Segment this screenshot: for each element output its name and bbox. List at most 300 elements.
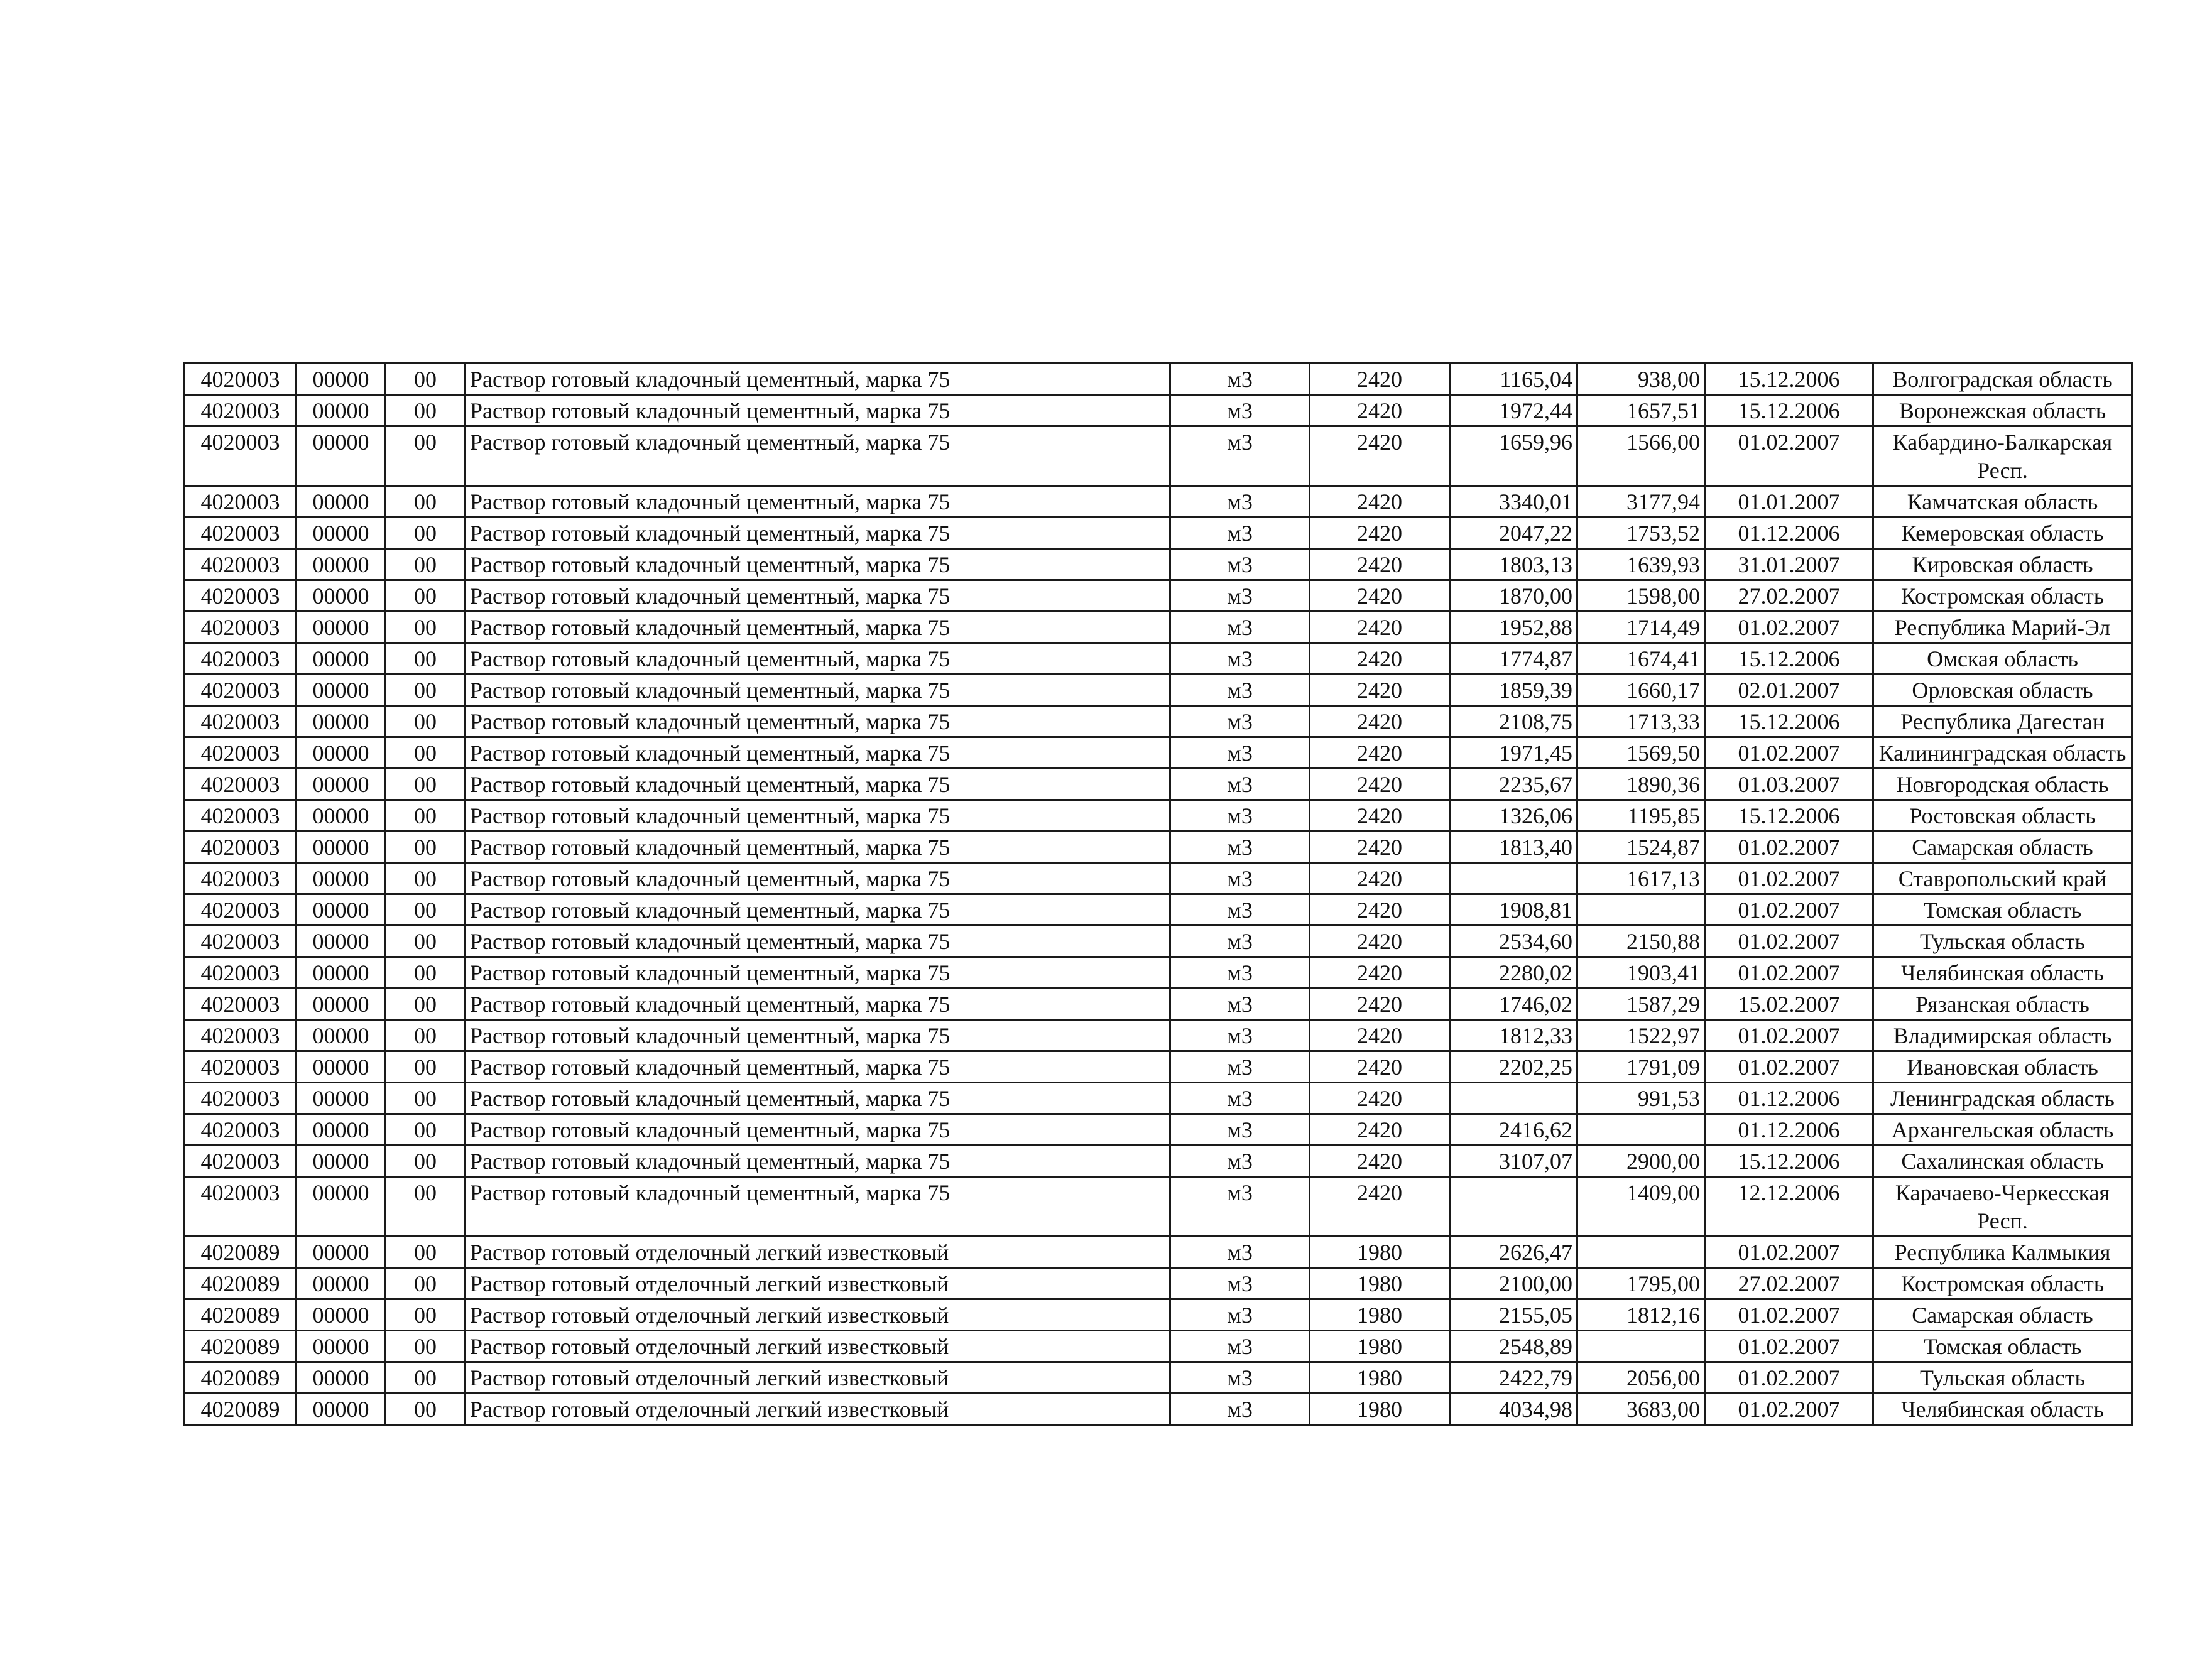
cell-subcode: 00000 <box>297 1177 386 1237</box>
cell-region: Республика Марий-Эл <box>1873 612 2132 643</box>
cell-weight: 2420 <box>1310 706 1450 737</box>
cell-code: 4020003 <box>185 1051 297 1083</box>
cell-unit: м3 <box>1170 486 1310 518</box>
cell-date: 15.12.2006 <box>1705 643 1873 675</box>
cell-price-with-vat: 2548,89 <box>1450 1331 1577 1362</box>
cell-code: 4020089 <box>185 1237 297 1268</box>
cell-unit: м3 <box>1170 1020 1310 1051</box>
cell-subcode: 00000 <box>297 643 386 675</box>
cell-subcode: 00000 <box>297 612 386 643</box>
table-row <box>185 737 2132 769</box>
cell-material-name: Раствор готовый отделочный легкий известковый <box>466 1331 1170 1362</box>
cell-class: 00 <box>386 395 466 426</box>
cell-price-with-vat: 1659,96 <box>1450 426 1577 486</box>
cell-subcode: 00000 <box>297 863 386 894</box>
table-row <box>185 1114 2132 1146</box>
cell-price-with-vat: 1972,44 <box>1450 395 1577 426</box>
table-row <box>185 486 2132 518</box>
cell-material-name: Раствор готовый отделочный легкий известковый <box>466 1237 1170 1268</box>
cell-region: Владимирская область <box>1873 1020 2132 1051</box>
cell-code: 4020003 <box>185 800 297 832</box>
cell-code: 4020003 <box>185 737 297 769</box>
cell-subcode: 00000 <box>297 1051 386 1083</box>
cell-code: 4020003 <box>185 426 297 486</box>
cell-class: 00 <box>386 1020 466 1051</box>
cell-region: Тульская область <box>1873 1362 2132 1394</box>
cell-unit: м3 <box>1170 1237 1310 1268</box>
cell-unit: м3 <box>1170 1362 1310 1394</box>
cell-price-without-vat: 2056,00 <box>1577 1362 1705 1394</box>
cell-date: 27.02.2007 <box>1705 580 1873 612</box>
cell-price-with-vat: 2534,60 <box>1450 926 1577 957</box>
cell-code: 4020003 <box>185 863 297 894</box>
cell-region: Кировская область <box>1873 549 2132 580</box>
table-row <box>185 1237 2132 1268</box>
cell-region: Томская область <box>1873 894 2132 926</box>
cell-subcode: 00000 <box>297 1146 386 1177</box>
table-row <box>185 1362 2132 1394</box>
cell-material-name: Раствор готовый кладочный цементный, марка 75 <box>466 706 1170 737</box>
cell-price-without-vat: 2900,00 <box>1577 1146 1705 1177</box>
cell-subcode: 00000 <box>297 832 386 863</box>
cell-price-without-vat <box>1577 1331 1705 1362</box>
cell-price-without-vat: 1617,13 <box>1577 863 1705 894</box>
cell-weight: 2420 <box>1310 486 1450 518</box>
cell-code: 4020089 <box>185 1362 297 1394</box>
cell-unit: м3 <box>1170 1051 1310 1083</box>
table-row <box>185 549 2132 580</box>
cell-price-with-vat: 1908,81 <box>1450 894 1577 926</box>
cell-unit: м3 <box>1170 675 1310 706</box>
cell-region: Ставропольский край <box>1873 863 2132 894</box>
cell-material-name: Раствор готовый кладочный цементный, марка 75 <box>466 926 1170 957</box>
cell-region: Костромская область <box>1873 1268 2132 1299</box>
cell-class: 00 <box>386 518 466 549</box>
cell-material-name: Раствор готовый кладочный цементный, марка 75 <box>466 1051 1170 1083</box>
table-row <box>185 395 2132 426</box>
cell-price-without-vat: 3177,94 <box>1577 486 1705 518</box>
cell-class: 00 <box>386 1177 466 1237</box>
cell-subcode: 00000 <box>297 580 386 612</box>
table-row <box>185 518 2132 549</box>
cell-code: 4020089 <box>185 1394 297 1425</box>
cell-price-with-vat: 1746,02 <box>1450 989 1577 1020</box>
cell-subcode: 00000 <box>297 800 386 832</box>
cell-price-without-vat: 1587,29 <box>1577 989 1705 1020</box>
cell-unit: м3 <box>1170 1177 1310 1237</box>
cell-weight: 2420 <box>1310 863 1450 894</box>
cell-subcode: 00000 <box>297 989 386 1020</box>
cell-material-name: Раствор готовый кладочный цементный, марка 75 <box>466 518 1170 549</box>
cell-region: Камчатская область <box>1873 486 2132 518</box>
cell-price-without-vat: 991,53 <box>1577 1083 1705 1114</box>
cell-price-without-vat: 1812,16 <box>1577 1299 1705 1331</box>
cell-unit: м3 <box>1170 832 1310 863</box>
cell-price-with-vat: 2626,47 <box>1450 1237 1577 1268</box>
cell-code: 4020003 <box>185 1114 297 1146</box>
cell-unit: м3 <box>1170 1268 1310 1299</box>
cell-material-name: Раствор готовый кладочный цементный, марка 75 <box>466 1114 1170 1146</box>
cell-code: 4020003 <box>185 395 297 426</box>
cell-weight: 2420 <box>1310 894 1450 926</box>
cell-class: 00 <box>386 364 466 395</box>
cell-unit: м3 <box>1170 957 1310 989</box>
cell-region: Ивановская область <box>1873 1051 2132 1083</box>
table-row <box>185 989 2132 1020</box>
cell-code: 4020003 <box>185 1083 297 1114</box>
cell-date: 01.02.2007 <box>1705 1331 1873 1362</box>
cell-price-without-vat: 1569,50 <box>1577 737 1705 769</box>
cell-price-with-vat: 2047,22 <box>1450 518 1577 549</box>
cell-price-with-vat <box>1450 863 1577 894</box>
cell-code: 4020003 <box>185 1146 297 1177</box>
cell-weight: 2420 <box>1310 1020 1450 1051</box>
cell-weight: 2420 <box>1310 957 1450 989</box>
cell-region: Ленинградская область <box>1873 1083 2132 1114</box>
cell-subcode: 00000 <box>297 1237 386 1268</box>
cell-date: 01.02.2007 <box>1705 612 1873 643</box>
cell-material-name: Раствор готовый кладочный цементный, марка 75 <box>466 612 1170 643</box>
cell-class: 00 <box>386 957 466 989</box>
cell-unit: м3 <box>1170 769 1310 800</box>
cell-subcode: 00000 <box>297 1331 386 1362</box>
cell-material-name: Раствор готовый кладочный цементный, марка 75 <box>466 1020 1170 1051</box>
cell-subcode: 00000 <box>297 364 386 395</box>
cell-code: 4020003 <box>185 549 297 580</box>
cell-date: 01.12.2006 <box>1705 1114 1873 1146</box>
table-row <box>185 580 2132 612</box>
cell-price-with-vat: 2108,75 <box>1450 706 1577 737</box>
cell-date: 12.12.2006 <box>1705 1177 1873 1237</box>
cell-date: 01.02.2007 <box>1705 894 1873 926</box>
cell-region: Омская область <box>1873 643 2132 675</box>
cell-material-name: Раствор готовый кладочный цементный, марка 75 <box>466 486 1170 518</box>
table-row <box>185 1146 2132 1177</box>
cell-subcode: 00000 <box>297 894 386 926</box>
table-row <box>185 1394 2132 1425</box>
cell-price-without-vat: 1713,33 <box>1577 706 1705 737</box>
cell-date: 01.02.2007 <box>1705 1237 1873 1268</box>
cell-unit: м3 <box>1170 1146 1310 1177</box>
cell-class: 00 <box>386 832 466 863</box>
cell-subcode: 00000 <box>297 518 386 549</box>
cell-code: 4020003 <box>185 1177 297 1237</box>
table-row <box>185 1331 2132 1362</box>
cell-price-with-vat: 1774,87 <box>1450 643 1577 675</box>
table-row <box>185 426 2132 486</box>
table-row <box>185 675 2132 706</box>
cell-region: Самарская область <box>1873 832 2132 863</box>
cell-region: Тульская область <box>1873 926 2132 957</box>
cell-price-without-vat: 1598,00 <box>1577 580 1705 612</box>
cell-date: 01.02.2007 <box>1705 863 1873 894</box>
cell-price-with-vat: 4034,98 <box>1450 1394 1577 1425</box>
cell-date: 01.02.2007 <box>1705 926 1873 957</box>
cell-material-name: Раствор готовый кладочный цементный, марка 75 <box>466 832 1170 863</box>
cell-region: Самарская область <box>1873 1299 2132 1331</box>
cell-weight: 2420 <box>1310 1146 1450 1177</box>
cell-price-with-vat: 1803,13 <box>1450 549 1577 580</box>
cell-unit: м3 <box>1170 1299 1310 1331</box>
cell-price-with-vat: 2280,02 <box>1450 957 1577 989</box>
cell-price-with-vat: 2235,67 <box>1450 769 1577 800</box>
cell-class: 00 <box>386 863 466 894</box>
cell-unit: м3 <box>1170 612 1310 643</box>
cell-weight: 2420 <box>1310 800 1450 832</box>
cell-region: Карачаево-Черкесская Респ. <box>1873 1177 2132 1237</box>
cell-code: 4020003 <box>185 643 297 675</box>
cell-region: Калининградская область <box>1873 737 2132 769</box>
cell-class: 00 <box>386 1394 466 1425</box>
cell-unit: м3 <box>1170 989 1310 1020</box>
cell-code: 4020003 <box>185 894 297 926</box>
cell-subcode: 00000 <box>297 549 386 580</box>
cell-class: 00 <box>386 989 466 1020</box>
cell-class: 00 <box>386 1268 466 1299</box>
cell-subcode: 00000 <box>297 957 386 989</box>
cell-subcode: 00000 <box>297 1114 386 1146</box>
cell-date: 31.01.2007 <box>1705 549 1873 580</box>
cell-material-name: Раствор готовый кладочный цементный, марка 75 <box>466 894 1170 926</box>
table-row <box>185 769 2132 800</box>
cell-class: 00 <box>386 1146 466 1177</box>
cell-region: Новгородская область <box>1873 769 2132 800</box>
cell-price-with-vat <box>1450 1177 1577 1237</box>
table-row <box>185 894 2132 926</box>
cell-material-name: Раствор готовый отделочный легкий известковый <box>466 1394 1170 1425</box>
cell-material-name: Раствор готовый отделочный легкий известковый <box>466 1299 1170 1331</box>
cell-weight: 2420 <box>1310 518 1450 549</box>
table-row <box>185 863 2132 894</box>
cell-material-name: Раствор готовый кладочный цементный, марка 75 <box>466 395 1170 426</box>
cell-price-with-vat: 2416,62 <box>1450 1114 1577 1146</box>
cell-price-without-vat: 938,00 <box>1577 364 1705 395</box>
cell-date: 27.02.2007 <box>1705 1268 1873 1299</box>
table-row <box>185 832 2132 863</box>
cell-price-without-vat: 1903,41 <box>1577 957 1705 989</box>
table-row <box>185 1268 2132 1299</box>
cell-region: Воронежская область <box>1873 395 2132 426</box>
cell-unit: м3 <box>1170 894 1310 926</box>
cell-date: 15.12.2006 <box>1705 800 1873 832</box>
cell-code: 4020003 <box>185 518 297 549</box>
cell-unit: м3 <box>1170 926 1310 957</box>
cell-material-name: Раствор готовый кладочный цементный, марка 75 <box>466 737 1170 769</box>
cell-unit: м3 <box>1170 518 1310 549</box>
cell-price-without-vat: 1657,51 <box>1577 395 1705 426</box>
cell-material-name: Раствор готовый кладочный цементный, марка 75 <box>466 643 1170 675</box>
cell-weight: 2420 <box>1310 395 1450 426</box>
cell-class: 00 <box>386 1237 466 1268</box>
cell-weight: 2420 <box>1310 1177 1450 1237</box>
cell-material-name: Раствор готовый кладочный цементный, марка 75 <box>466 675 1170 706</box>
cell-date: 15.12.2006 <box>1705 1146 1873 1177</box>
cell-price-with-vat: 1326,06 <box>1450 800 1577 832</box>
cell-price-without-vat: 3683,00 <box>1577 1394 1705 1425</box>
cell-class: 00 <box>386 1114 466 1146</box>
cell-class: 00 <box>386 800 466 832</box>
price-table <box>183 362 2133 1426</box>
cell-weight: 2420 <box>1310 643 1450 675</box>
cell-date: 01.02.2007 <box>1705 426 1873 486</box>
cell-class: 00 <box>386 612 466 643</box>
cell-price-with-vat: 2155,05 <box>1450 1299 1577 1331</box>
cell-class: 00 <box>386 1083 466 1114</box>
cell-price-with-vat: 2202,25 <box>1450 1051 1577 1083</box>
table-row <box>185 926 2132 957</box>
cell-unit: м3 <box>1170 1331 1310 1362</box>
cell-price-without-vat: 1660,17 <box>1577 675 1705 706</box>
cell-unit: м3 <box>1170 1394 1310 1425</box>
cell-code: 4020003 <box>185 364 297 395</box>
cell-weight: 2420 <box>1310 364 1450 395</box>
cell-code: 4020003 <box>185 706 297 737</box>
table-row <box>185 1083 2132 1114</box>
cell-code: 4020089 <box>185 1268 297 1299</box>
cell-class: 00 <box>386 737 466 769</box>
cell-code: 4020003 <box>185 675 297 706</box>
cell-price-with-vat: 1813,40 <box>1450 832 1577 863</box>
cell-class: 00 <box>386 926 466 957</box>
cell-code: 4020003 <box>185 612 297 643</box>
cell-weight: 2420 <box>1310 926 1450 957</box>
cell-unit: м3 <box>1170 1114 1310 1146</box>
cell-material-name: Раствор готовый отделочный легкий известковый <box>466 1268 1170 1299</box>
cell-subcode: 00000 <box>297 1268 386 1299</box>
cell-material-name: Раствор готовый кладочный цементный, марка 75 <box>466 769 1170 800</box>
cell-class: 00 <box>386 1299 466 1331</box>
cell-weight: 2420 <box>1310 737 1450 769</box>
cell-price-with-vat: 3340,01 <box>1450 486 1577 518</box>
cell-weight: 2420 <box>1310 549 1450 580</box>
cell-price-without-vat: 1795,00 <box>1577 1268 1705 1299</box>
cell-weight: 1980 <box>1310 1237 1450 1268</box>
cell-subcode: 00000 <box>297 1362 386 1394</box>
cell-date: 02.01.2007 <box>1705 675 1873 706</box>
table-row <box>185 800 2132 832</box>
cell-price-with-vat: 1952,88 <box>1450 612 1577 643</box>
cell-subcode: 00000 <box>297 1299 386 1331</box>
cell-code: 4020003 <box>185 957 297 989</box>
cell-price-without-vat: 1714,49 <box>1577 612 1705 643</box>
cell-unit: м3 <box>1170 643 1310 675</box>
cell-region: Челябинская область <box>1873 1394 2132 1425</box>
cell-subcode: 00000 <box>297 1083 386 1114</box>
cell-price-with-vat: 1165,04 <box>1450 364 1577 395</box>
cell-class: 00 <box>386 706 466 737</box>
cell-material-name: Раствор готовый кладочный цементный, марка 75 <box>466 863 1170 894</box>
cell-weight: 1980 <box>1310 1268 1450 1299</box>
cell-unit: м3 <box>1170 580 1310 612</box>
cell-material-name: Раствор готовый кладочный цементный, марка 75 <box>466 426 1170 486</box>
cell-price-with-vat: 1971,45 <box>1450 737 1577 769</box>
cell-weight: 1980 <box>1310 1394 1450 1425</box>
table-row <box>185 612 2132 643</box>
cell-class: 00 <box>386 1362 466 1394</box>
cell-class: 00 <box>386 1051 466 1083</box>
cell-code: 4020003 <box>185 486 297 518</box>
cell-class: 00 <box>386 426 466 486</box>
cell-subcode: 00000 <box>297 1020 386 1051</box>
cell-material-name: Раствор готовый отделочный легкий известковый <box>466 1362 1170 1394</box>
cell-subcode: 00000 <box>297 486 386 518</box>
cell-class: 00 <box>386 675 466 706</box>
cell-price-with-vat: 1859,39 <box>1450 675 1577 706</box>
cell-unit: м3 <box>1170 706 1310 737</box>
cell-price-with-vat: 1870,00 <box>1450 580 1577 612</box>
cell-code: 4020003 <box>185 580 297 612</box>
cell-weight: 2420 <box>1310 1051 1450 1083</box>
cell-material-name: Раствор готовый кладочный цементный, марка 75 <box>466 957 1170 989</box>
cell-unit: м3 <box>1170 426 1310 486</box>
cell-unit: м3 <box>1170 863 1310 894</box>
cell-unit: м3 <box>1170 549 1310 580</box>
cell-unit: м3 <box>1170 1083 1310 1114</box>
cell-subcode: 00000 <box>297 737 386 769</box>
cell-date: 01.02.2007 <box>1705 1362 1873 1394</box>
cell-date: 15.12.2006 <box>1705 364 1873 395</box>
price-table-sheet <box>183 362 2131 1426</box>
cell-subcode: 00000 <box>297 706 386 737</box>
cell-class: 00 <box>386 643 466 675</box>
cell-region: Сахалинская область <box>1873 1146 2132 1177</box>
cell-subcode: 00000 <box>297 426 386 486</box>
cell-price-without-vat: 2150,88 <box>1577 926 1705 957</box>
cell-region: Республика Калмыкия <box>1873 1237 2132 1268</box>
cell-date: 01.02.2007 <box>1705 1394 1873 1425</box>
cell-date: 15.12.2006 <box>1705 395 1873 426</box>
cell-code: 4020003 <box>185 926 297 957</box>
cell-weight: 2420 <box>1310 612 1450 643</box>
cell-date: 01.02.2007 <box>1705 1051 1873 1083</box>
cell-weight: 1980 <box>1310 1331 1450 1362</box>
cell-material-name: Раствор готовый кладочный цементный, марка 75 <box>466 580 1170 612</box>
cell-weight: 1980 <box>1310 1299 1450 1331</box>
cell-subcode: 00000 <box>297 675 386 706</box>
cell-region: Рязанская область <box>1873 989 2132 1020</box>
cell-code: 4020089 <box>185 1299 297 1331</box>
cell-class: 00 <box>386 486 466 518</box>
cell-weight: 1980 <box>1310 1362 1450 1394</box>
cell-price-with-vat <box>1450 1083 1577 1114</box>
cell-unit: м3 <box>1170 395 1310 426</box>
cell-unit: м3 <box>1170 364 1310 395</box>
cell-code: 4020003 <box>185 769 297 800</box>
table-row <box>185 1051 2132 1083</box>
cell-code: 4020003 <box>185 989 297 1020</box>
cell-region: Костромская область <box>1873 580 2132 612</box>
cell-material-name: Раствор готовый кладочный цементный, марка 75 <box>466 364 1170 395</box>
cell-price-without-vat: 1791,09 <box>1577 1051 1705 1083</box>
cell-region: Томская область <box>1873 1331 2132 1362</box>
cell-date: 01.02.2007 <box>1705 957 1873 989</box>
table-row <box>185 364 2132 395</box>
cell-price-without-vat <box>1577 894 1705 926</box>
table-row <box>185 957 2132 989</box>
cell-code: 4020089 <box>185 1331 297 1362</box>
cell-weight: 2420 <box>1310 1114 1450 1146</box>
cell-weight: 2420 <box>1310 989 1450 1020</box>
cell-price-without-vat: 1195,85 <box>1577 800 1705 832</box>
cell-price-with-vat: 3107,07 <box>1450 1146 1577 1177</box>
cell-subcode: 00000 <box>297 395 386 426</box>
cell-price-without-vat: 1566,00 <box>1577 426 1705 486</box>
cell-unit: м3 <box>1170 800 1310 832</box>
cell-region: Кемеровская область <box>1873 518 2132 549</box>
cell-material-name: Раствор готовый кладочный цементный, марка 75 <box>466 1177 1170 1237</box>
table-row <box>185 643 2132 675</box>
cell-price-with-vat: 2100,00 <box>1450 1268 1577 1299</box>
